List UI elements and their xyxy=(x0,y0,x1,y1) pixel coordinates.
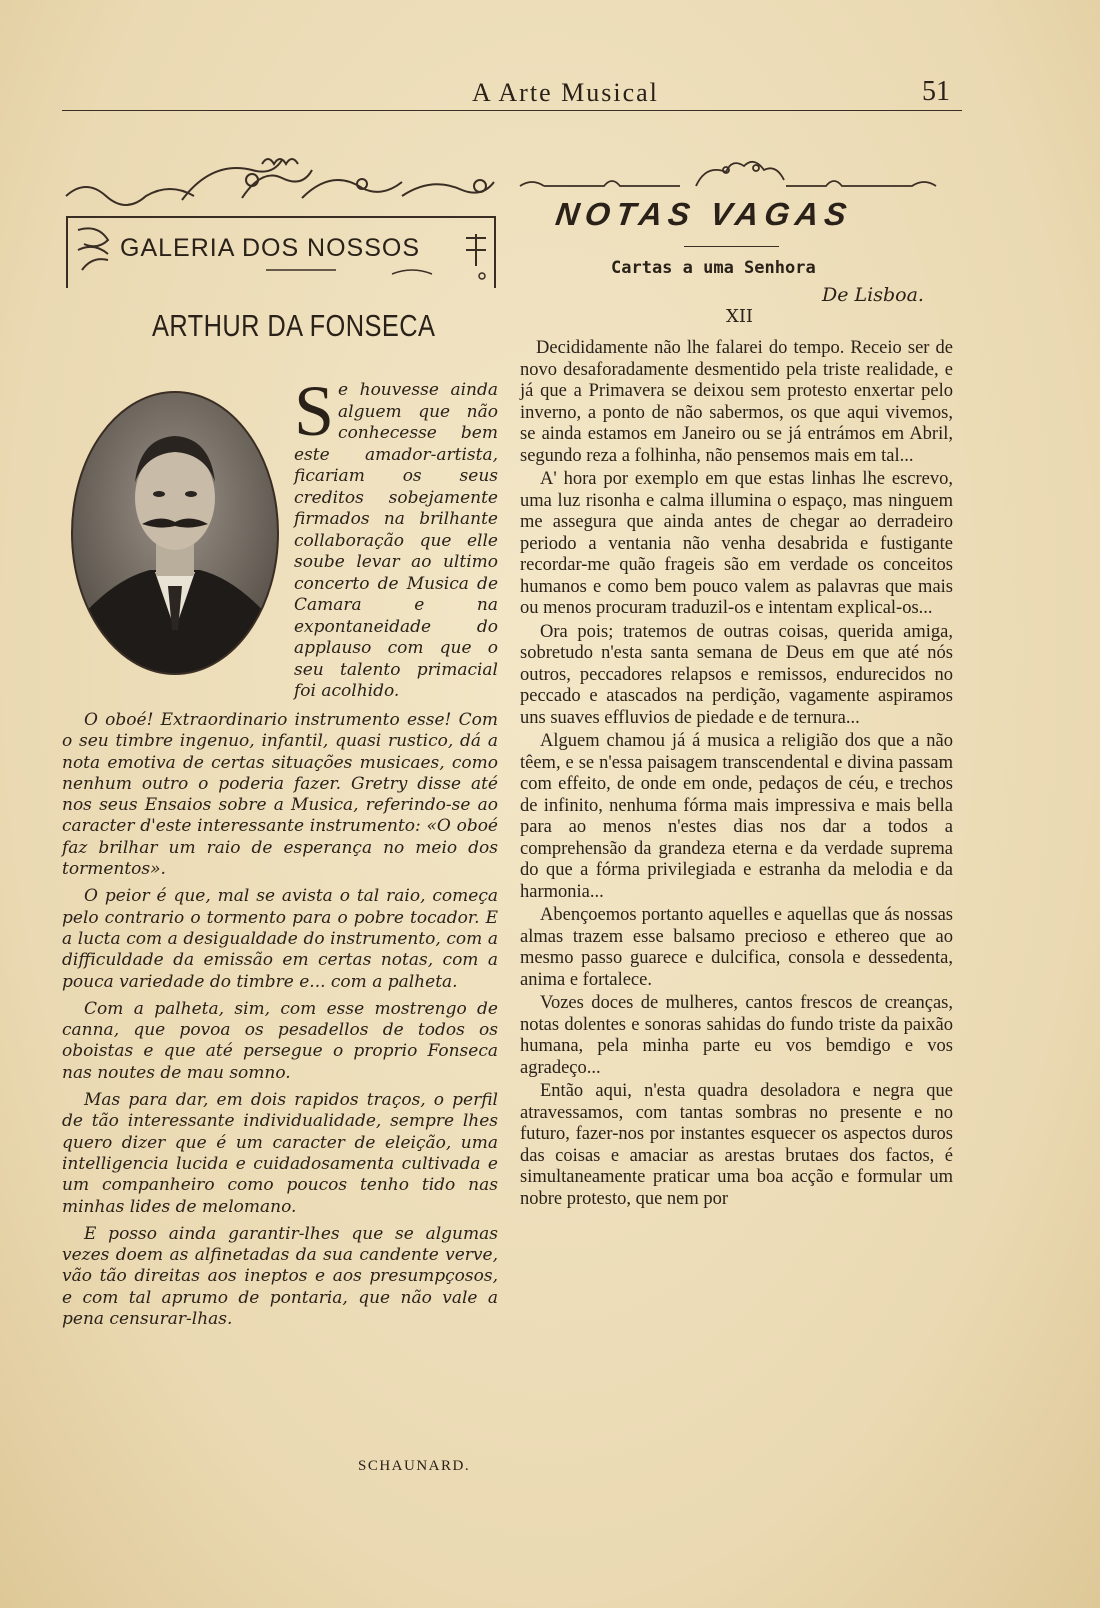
page-header xyxy=(62,72,962,116)
letter-number: XII xyxy=(726,306,754,327)
right-paragraph: Alguem chamou já á musica a religião dos que a não têem, e se n'essa paisagem transcendental e divina passam com effeito, de onde em onde, pedaços de céu, e trechos de infinito, nenhuma fórma mais impressiva e mais bella para ao menos n'estes dias nos dar a todos a comprehensão da grandeza eterna e da verdade suprema do que a fórma privilegiada e estranha da melodia e da harmonia... xyxy=(520,731,953,902)
subject-name: ARTHUR DA FONSECA xyxy=(152,308,436,343)
right-body xyxy=(520,338,953,1212)
dateline: De Lisboa. xyxy=(822,284,924,306)
right-paragraph: Ora pois; tratemos de outras coisas, querida amiga, sobretudo n'esta santa semana de Deus em que até nós outros, peccadores relapsos e remissos, endurecidos no peccado e atascados na perdição, vagamente aspiramos uns suaves effluvios de piedade e de ternura... xyxy=(520,621,953,728)
flourish-icon xyxy=(72,220,116,274)
signature: SCHAUNARD. xyxy=(358,1458,471,1474)
drop-cap: S xyxy=(294,371,335,451)
section-title: GALERIA DOS NOSSOS xyxy=(120,234,421,262)
journal-title: A Arte Musical xyxy=(472,78,659,107)
right-paragraph: Decididamente não lhe falarei do tempo. Receio ser de novo desaforadamente desmentido pela triste realidade, e já que a Primavera se deixou sem protesto enxertar pelo inverno, a ponto de não sabermos, os que aqui vivemos, se ainda estamos em Janeiro ou se já entrámos em Abril, segundo reza a folhinha, não pensemos mais em tal... xyxy=(520,338,953,466)
intro-paragraph xyxy=(294,371,498,703)
title-rule xyxy=(684,246,779,247)
article-title: NOTAS VAGAS xyxy=(553,196,855,232)
left-paragraph: E posso ainda garantir-lhes que se algumas vezes doem as alfinetadas da sua candente verve, vão tão direitas aos ineptos e aos presumpçosos, e com tal aprumo de pontaria, que não vale a pena censurar-lhas. xyxy=(62,1223,498,1330)
header-ornament xyxy=(516,160,953,194)
right-paragraph: Abençoemos portanto aquelles e aquellas que ás nossas almas trazem esse balsamo precioso e ethereo que ao mesmo passo guarece e dulcifica, consola e dessedenta, anima e fortalece. xyxy=(520,905,953,990)
left-paragraph: O oboé! Extraordinario instrumento esse! Com o seu timbre ingenuo, infantil, quasi rustico, dá a nota emotiva de certas situações musicaes, como nenhum outro o poderia fazer. Gretry disse até nos seus Ensaios sobre a Musica, referindo-se ao caracter d'este interessante instrumento: «O oboé faz brilhar um raio de esperança no meio dos tormentos». xyxy=(62,710,498,880)
right-paragraph: Vozes doces de mulheres, cantos frescos de creanças, notas dolentes e sonoras sahidas do fundo triste da paixão humana, pela minha parte eu vos bemdigo e vos agradeço... xyxy=(520,993,953,1078)
intro-text: e houvesse ainda alguem que não conhecesse bem este amador-artista, ficariam os seus creditos sobejamente firmados na brilhante collaboração que elle soube levar ao ultimo concerto de Musica de Camara e na expontaneidade do applauso com que o seu talento primacial foi acolhido. xyxy=(294,380,498,701)
page-number: 51 xyxy=(922,76,950,107)
top-ornament xyxy=(62,150,498,220)
portrait-photo xyxy=(70,390,280,677)
left-paragraph: O peior é que, mal se avista o tal raio, começa pelo contrario o tormento para o pobre tocador. E a lucta com a desigualdade do instrumento, com a difficuldade da emissão em certas notas, com a pouca variedade do timbre e... com a palheta. xyxy=(62,886,498,992)
header-rule xyxy=(62,110,962,111)
right-paragraph: A' hora por exemplo em que estas linhas lhe escrevo, uma luz risonha e calma illumina o espaço, mas ninguem me assegura que ainda antes de chegar ao derradeiro periodo a ventania não venha desabrida e fustigante recordar-me quão frageis são em verdade os conceitos humanos e como bem pouco valem as palavras que mais ou menos procuram traduzil-os e intentam explical-os... xyxy=(520,469,953,618)
left-paragraph: Com a palheta, sim, com esse mostrengo de canna, que povoa os pesadellos de todos os oboistas e que até persegue o proprio Fonseca nas noutes de mau somno. xyxy=(62,998,498,1083)
left-paragraph: Mas para dar, em dois rapidos traços, o perfil de tão interessante individualidade, sempre lhes quero dizer que é um caracter de eleição, uma intelligencia lucida e cuidadosamenta cultivada e um companheiro como poucos tenho tido nas minhas lides de melomano. xyxy=(62,1090,498,1217)
right-paragraph: Então aqui, n'esta quadra desoladora e negra que atravessamos, com tantas sombras no presente e no futuro, fazer-nos por instantes esquecer os aspectos duros das coisas e amaciar as arestas brutaes dos factos, é simultaneamente praticar uma boa acção e formular um nobre protesto, que nem por xyxy=(520,1081,953,1209)
article-subtitle: Cartas a uma Senhora xyxy=(611,258,816,278)
title-underline-ornament xyxy=(262,262,492,286)
left-body xyxy=(62,710,498,1336)
